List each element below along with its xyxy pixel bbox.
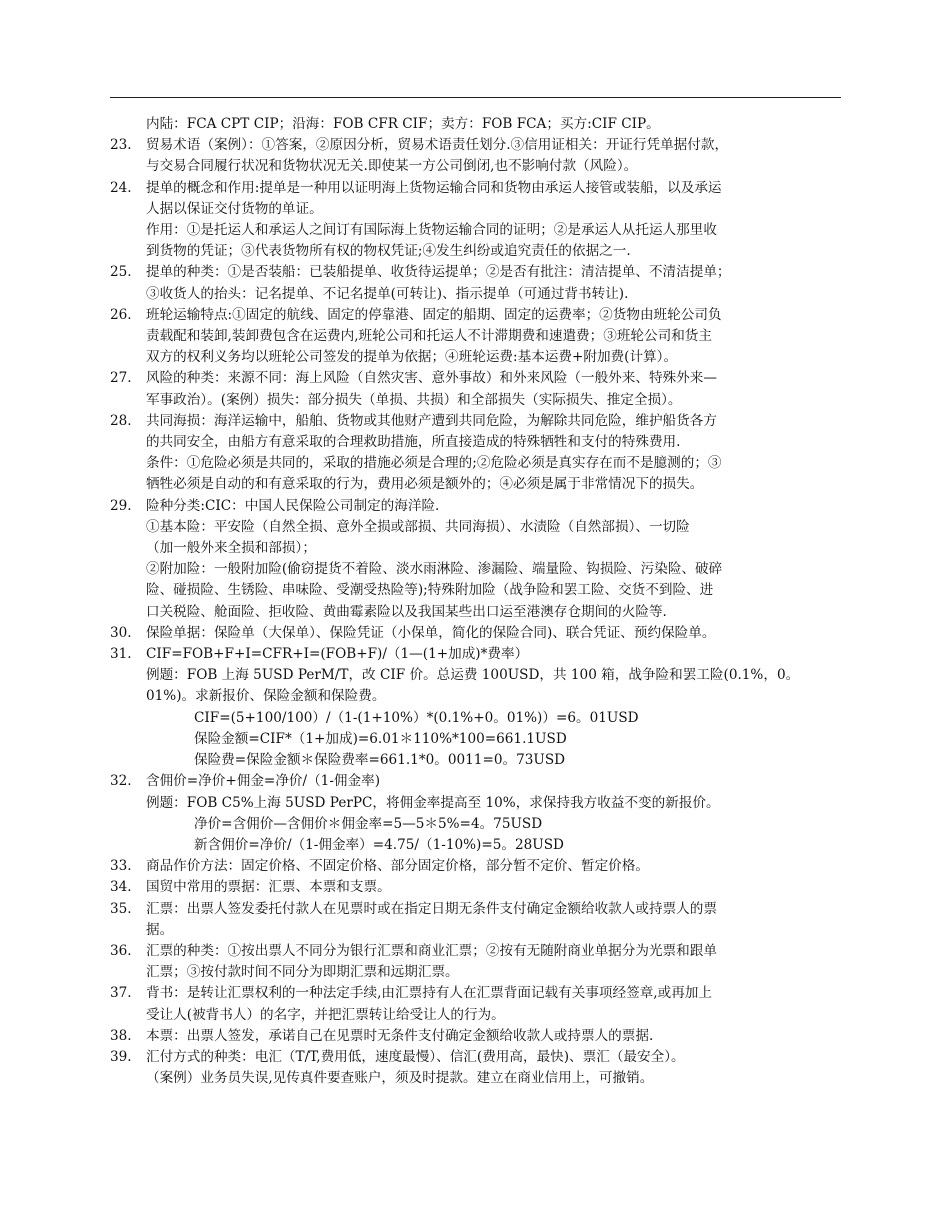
item-text-line: ③收货人的抬头：记名提单、不记名提单(可转让)、指示提单（可通过背书转让). xyxy=(146,285,629,302)
item-number: 29. xyxy=(110,497,132,514)
list-item xyxy=(110,496,850,623)
item-text-line: 作用：①是托运人和承运人之间订有国际海上货物运输合同的证明；②是承运人从托运人那里收 xyxy=(146,222,717,239)
item-text-line: 汇票；③按付款时间不同分为即期汇票和远期汇票。 xyxy=(146,964,459,981)
calculation-line: CIF=(5+100/100）/（1-(1+10%）*(0.1%+0。01%)）=6。01USD xyxy=(194,709,639,726)
item-text-line: 例题：FOB C5%上海 5USD PerPC，将佣金率提高至 10%，求保持我方收益不变的新报价。 xyxy=(146,794,720,811)
item-text-line: ①基本险：平安险（自然全损、意外全损或部损、共同海损）、水渍险（自然部损）、一切险 xyxy=(146,518,690,535)
list-item xyxy=(110,1047,850,1089)
item-text-line: 保险单据：保险单（大保单）、保险凭证（小保单，简化的保险合同)、联合凭证、预约保险单。 xyxy=(146,624,716,641)
list-item xyxy=(110,856,850,877)
document-body xyxy=(110,114,850,1089)
item-number: 25. xyxy=(110,264,132,281)
item-number: 32. xyxy=(110,773,132,790)
item-text-line: 据。 xyxy=(146,921,174,938)
calculation-line: 保险费=保险金额＊保险费率=661.1*0。0011=0。73USD xyxy=(194,752,566,769)
item-number: 37. xyxy=(110,985,132,1002)
item-text-line: 含佣价=净价+佣金=净价/（1-佣金率) xyxy=(146,773,381,790)
list-item xyxy=(110,135,850,177)
item-number: 28. xyxy=(110,412,132,429)
item-text-line: 贸易术语（案例）：①答案，②原因分析，贸易术语责任划分.③信用证相关：开证行凭单据付款， xyxy=(146,137,729,154)
item-text-line: 商品作价方法：固定价格、不固定价格、部分固定价格，部分暂不定价、暂定价格。 xyxy=(146,858,649,875)
intro-line: 内陆：FCA CPT CIP；沿海：FOB CFR CIF；卖方：FOB FCA；买方:CIF CIP。 xyxy=(146,116,660,132)
numbered-list xyxy=(110,135,850,1089)
intro-paragraph xyxy=(110,114,850,135)
list-item xyxy=(110,623,850,644)
item-number: 34. xyxy=(110,879,132,896)
item-text-line: 牺牲必须是自动的和有意采取的行为，费用必须是额外的；④必须是属于非常情况下的损失。 xyxy=(146,476,704,493)
item-text-line: （加一般外来全损和部损）； xyxy=(146,540,316,557)
item-number: 39. xyxy=(110,1048,132,1065)
item-number: 23. xyxy=(110,137,132,154)
list-item xyxy=(110,411,850,496)
item-text-line: 01%)。求新报价、保险金额和保险费。 xyxy=(146,688,386,705)
item-text-line: 口关税险、舱面险、拒收险、黄曲霉素险以及我国某些出口运至港澳存仓期间的火险等. xyxy=(146,603,667,620)
list-item xyxy=(110,368,850,410)
item-text-line: （案例）业务员失误,见传真件要查账户，须及时提款。建立在商业信用上，可撤销。 xyxy=(146,1070,654,1087)
item-text-line: 汇票的种类：①按出票人不同分为银行汇票和商业汇票；②按有无随附商业单据分为光票和跟单 xyxy=(146,942,717,959)
item-text-line: 提单的概念和作用:提单是一种用以证明海上货物运输合同和货物由承运人接管或装船，以及承运 xyxy=(146,179,722,196)
item-text-line: 本票：出票人签发，承诺自己在见票时无条件支付确定金额给收款人或持票人的票据. xyxy=(146,1027,654,1044)
list-item xyxy=(110,1026,850,1047)
item-text-line: 提单的种类：①是否装船：已装船提单、收货待运提单；②是否有批注：清洁提单、不清洁提单； xyxy=(146,264,731,281)
list-item xyxy=(110,899,850,941)
item-text-line: 的共同安全，由船方有意采取的合理救助措施，所直接造成的特殊牺牲和支付的特殊费用. xyxy=(146,434,681,451)
list-item xyxy=(110,877,850,898)
item-text-line: 汇票：出票人签发委托付款人在见票时或在指定日期无条件支付确定金额给收款人或持票人的票 xyxy=(146,900,717,917)
list-item xyxy=(110,178,850,263)
item-text-line: 险种分类:CIC：中国人民保险公司制定的海洋险. xyxy=(146,497,440,514)
item-text-line: 军事政治）。(案例）损失：部分损失（单损、共损）和全部损失（实际损失、推定全损）。 xyxy=(146,391,682,408)
item-text-line: 险、碰损险、生锈险、串味险、受潮受热险等);特殊附加险（战争险和罢工险、交货不到险、进 xyxy=(146,582,714,599)
item-number: 27. xyxy=(110,370,132,387)
item-text-line: 例题：FOB 上海 5USD PerM/T，改 CIF 价。总运费 100USD，共 100 箱，战争险和罢工险(0.1%，0。 xyxy=(146,667,800,684)
item-text-line: 条件：①危险必须是共同的，采取的措施必须是合理的;②危险必须是真实存在而不是臆测的；③ xyxy=(146,455,722,472)
item-text-line: 到货物的凭证；③代表货物所有权的物权凭证;④发生纠纷或追究责任的依据之一. xyxy=(146,243,631,260)
item-text-line: 班轮运输特点:①固定的航线、固定的停靠港、固定的船期、固定的运费率；②货物由班轮公司负 xyxy=(146,306,722,323)
item-number: 33. xyxy=(110,858,132,875)
calculation-line: 新含佣价=净价/（1-佣金率）=4.75/（1-10%)=5。28USD xyxy=(194,836,564,853)
item-number: 24. xyxy=(110,179,132,196)
item-text-line: 受让人(被背书人）的名字，并把汇票转让给受让人的行为。 xyxy=(146,1006,505,1023)
item-number: 36. xyxy=(110,942,132,959)
item-text-line: 汇付方式的种类：电汇（T/T,费用低，速度最慢）、信汇(费用高，最快)、票汇（最安全）。 xyxy=(146,1048,685,1065)
item-text-line: 国贸中常用的票据：汇票、本票和支票。 xyxy=(146,879,391,896)
list-item xyxy=(110,941,850,983)
calculation-line: 保险金额=CIF*（1+加成)=6.01＊110%*100=661.1USD xyxy=(194,730,567,747)
item-text-line: 双方的权利义务均以班轮公司签发的提单为依据；④班轮运费:基本运费+附加费(计算）。 xyxy=(146,349,678,366)
item-text-line: 风险的种类：来源不同：海上风险（自然灾害、意外事故）和外来风险（一般外来、特殊外来— xyxy=(146,370,717,387)
item-number: 38. xyxy=(110,1027,132,1044)
list-item xyxy=(110,305,850,369)
list-item xyxy=(110,983,850,1025)
list-item xyxy=(110,771,850,856)
item-text-line: 与交易合同履行状况和货物状况无关.即使某一方公司倒闭,也不影响付款（风险）。 xyxy=(146,158,638,175)
list-item xyxy=(110,644,850,771)
item-number: 31. xyxy=(110,646,132,663)
list-item xyxy=(110,262,850,304)
item-number: 35. xyxy=(110,900,132,917)
item-text-line: 共同海损：海洋运输中，船舶、货物或其他财产遭到共同危险，为解除共同危险，维护船货各方 xyxy=(146,412,717,429)
item-text-line: ②附加险：一般附加险(偷窃提货不着险、淡水雨淋险、渗漏险、端量险、钩损险、污染险、破碎 xyxy=(146,561,723,578)
item-text-line: 背书：是转让汇票权利的一种法定手续,由汇票持有人在汇票背面记载有关事项经签章,或再加上 xyxy=(146,985,712,1002)
calculation-line: 净价=含佣价—含佣价＊佣金率=5—5＊5%=4。75USD xyxy=(194,815,543,832)
item-number: 30. xyxy=(110,624,132,641)
item-text-line: 人据以保证交付货物的单证。 xyxy=(146,200,323,217)
header-rule xyxy=(110,97,841,98)
item-number: 26. xyxy=(110,306,132,323)
item-text-line: CIF=FOB+F+I=CFR+I=(FOB+F)/（1—(1+加成)*费率） xyxy=(146,646,529,663)
item-text-line: 责载配和装卸,装卸费包含在运费内,班轮公司和托运人不计滞期费和速遣费；③班轮公司和货主 xyxy=(146,328,712,345)
